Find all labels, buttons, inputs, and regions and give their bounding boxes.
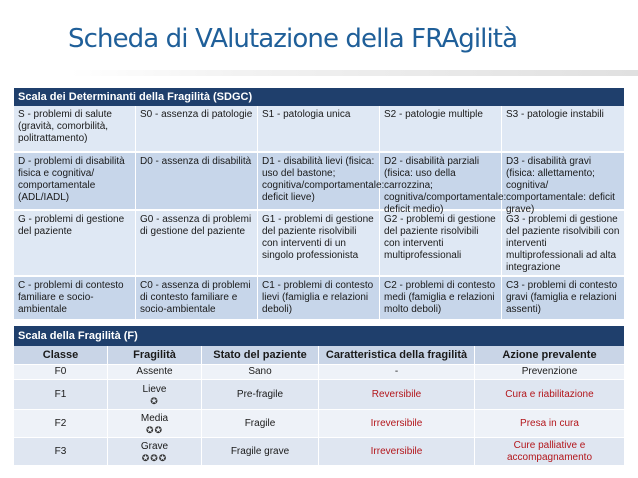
cell-classe: F2 xyxy=(14,410,108,437)
sdgc-cell: C2 - problemi di contesto medi (famiglia e relazioni molto deboli) xyxy=(380,277,502,319)
cell-fragilita xyxy=(108,365,202,379)
sdgc-cell: C - problemi di contesto familiare e socio-ambientale xyxy=(14,277,136,319)
cell-classe: F3 xyxy=(14,438,108,465)
fragilita-label: Grave xyxy=(140,440,169,452)
sdgc-header: Scala dei Determinanti della Fragilità (SDGC) xyxy=(14,88,624,106)
column-header-caratteristica: Caratteristica della fragilità xyxy=(319,346,475,364)
sdgc-row-g xyxy=(14,211,624,277)
cell-caratteristica: - xyxy=(319,365,475,379)
sdgc-cell: G2 - problemi di gestione del paziente risolvibili con interventi multiprofessionali xyxy=(380,211,502,275)
slide-title: Scheda di VAlutazione della FRAgilità xyxy=(68,24,518,54)
star-rating-icon: ✪✪✪ xyxy=(141,452,168,463)
sdgc-cell: G0 - assenza di problemi di gestione del paziente xyxy=(136,211,258,275)
column-header-fragilita: Fragilità xyxy=(108,346,202,364)
cell-caratteristica: Irreversibile xyxy=(319,410,475,437)
column-header-classe: Classe xyxy=(14,346,108,364)
sdgc-cell: S3 - patologie instabili xyxy=(506,109,604,120)
fragility-scale-header: Scala della Fragilità (F) xyxy=(14,326,624,346)
sdgc-row-d xyxy=(14,153,624,215)
sdgc-cell: D1 - disabilità lievi (fisica: uso del bastone; cognitiva/comportamentale: deficit lieve) xyxy=(258,153,380,209)
cell-azione: Cure palliative e accompagnamento xyxy=(506,439,593,463)
sdgc-cell: S1 - patologia unica xyxy=(258,106,380,151)
sdgc-cell: C0 - assenza di problemi di contesto familiare e socio-ambientale xyxy=(136,277,258,319)
cell-fragilita xyxy=(108,380,202,409)
cell-classe: F1 xyxy=(14,380,108,409)
fragilita-label: Assente xyxy=(136,366,173,377)
sdgc-table xyxy=(14,88,624,321)
cell-fragilita xyxy=(108,438,202,465)
sdgc-cell: S2 - patologie multiple xyxy=(380,106,502,151)
fragility-row-f3 xyxy=(14,438,624,466)
fragility-row-f2 xyxy=(14,410,624,438)
fragility-scale-table xyxy=(14,326,624,466)
cell-stato: Pre-fragile xyxy=(202,380,319,409)
cell-fragilita xyxy=(108,410,202,437)
fragility-row-f0 xyxy=(14,365,624,380)
cell-caratteristica: Reversibile xyxy=(319,380,475,409)
sdgc-cell: S - problemi di salute (gravità, comorbilità, politrattamento) xyxy=(14,106,136,151)
column-header-stato: Stato del paziente xyxy=(202,346,319,364)
column-header-azione: Azione prevalente xyxy=(502,349,597,361)
sdgc-cell: D3 - disabilità gravi (fisica: allettamento; cognitiva/ comportamentale: deficit grave) xyxy=(506,156,615,215)
cell-classe: F0 xyxy=(14,365,108,379)
star-rating-icon: ✪✪ xyxy=(145,424,164,435)
fragility-scale-column-headers xyxy=(14,346,624,365)
sdgc-cell: D2 - disabilità parziali (fisica: uso della carrozzina; cognitiva/comportamentale: deficit medio) xyxy=(380,153,502,209)
sdgc-cell: G1 - problemi di gestione del paziente risolvibili con interventi di un singolo professionista xyxy=(258,211,380,275)
cell-stato: Sano xyxy=(202,365,319,379)
fragility-row-f1 xyxy=(14,380,624,410)
fragilita-label: Lieve xyxy=(142,383,167,395)
sdgc-cell: G - problemi di gestione del paziente xyxy=(14,211,136,275)
sdgc-row-c xyxy=(14,277,624,321)
sdgc-cell: D - problemi di disabilità fisica e cognitiva/ comportamentale (ADL/IADL) xyxy=(14,153,136,209)
sdgc-cell: S0 - assenza di patologie xyxy=(136,106,258,151)
title-rule xyxy=(70,70,638,76)
cell-azione: Cura e riabilitazione xyxy=(505,388,594,400)
cell-stato: Fragile xyxy=(202,410,319,437)
cell-azione: Prevenzione xyxy=(521,366,578,377)
sdgc-cell: C3 - problemi di contesto gravi (famiglia e relazioni assenti) xyxy=(506,280,618,315)
cell-azione: Presa in cura xyxy=(520,417,579,429)
cell-stato: Fragile grave xyxy=(202,438,319,465)
sdgc-row-s xyxy=(14,106,624,153)
fragilita-label: Media xyxy=(140,412,169,424)
star-rating-icon: ✪ xyxy=(150,395,159,406)
sdgc-cell: D0 - assenza di disabilità xyxy=(136,153,258,209)
sdgc-cell: G3 - problemi di gestione del paziente risolvibili con interventi multiprofessionali ad alta integrazione xyxy=(506,214,620,273)
sdgc-cell: C1 - problemi di contesto lievi (famiglia e relazioni deboli) xyxy=(258,277,380,319)
cell-caratteristica: Irreversibile xyxy=(319,438,475,465)
